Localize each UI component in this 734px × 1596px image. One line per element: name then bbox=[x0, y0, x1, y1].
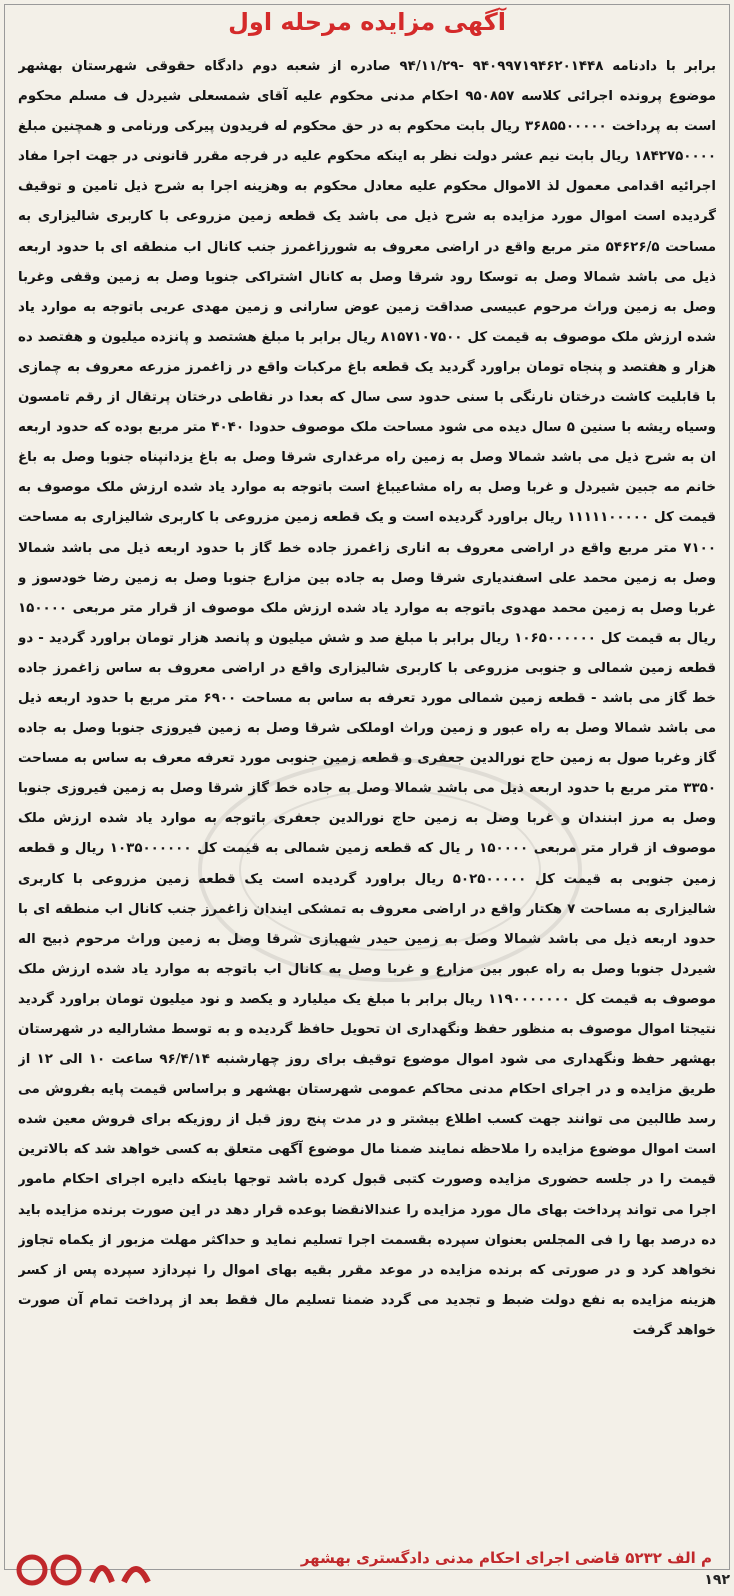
notice-title: آگهی مزایده مرحله اول bbox=[228, 8, 506, 36]
ink-marks-decoration bbox=[14, 1548, 254, 1592]
notice-body: برابر با دادنامه ۹۴۰۹۹۷۱۹۴۶۲۰۱۴۴۸ -۹۴/۱۱/۲۹ صادره از شعبه دوم دادگاه حقوقی شهرستان بهشهر موضوع پرونده اجرائی کلاسه ۹۵۰۸۵۷ احکام مدنی محکوم علیه آقای شمسعلی شیردل ف مسلم محکوم است به پرداخت ۳۶۸۵۵۰۰۰۰۰ ریال بابت محکوم به در حق محکوم له فریدون پیرکی ورنامی و همچنین مبلغ ۱۸۴۲۷۵۰۰۰۰ ریال بابت نیم عشر دولت نظر به اینکه محکوم علیه در فرجه مقرر قانونی در جهت اجرا مفاد اجرائیه اقدامی معمول لذ الاموال محکوم علیه معادل محکوم به وهزینه اجرا به شرح ذیل تامین و توقیف گردیده است اموال مورد مزایده به شرح ذیل می باشد یک قطعه زمین مزروعی با کاربری شالیزاری به مساحت ۵۴۶۲۶/۵ متر مربع واقع در اراضی معروف به شورزاغمرز جنب کانال اب منطقه ای با حدود اربعه ذیل می باشد شمالا وصل به توسکا رود شرقا وصل به کانال اشتراکی جنوبا وصل به زمین وقفی وغربا وصل به زمین وراث مرحوم عبیسی صداقت زمین عوض سارانی و زمین مهدی عربی باتوجه به موارد یاد شده ارزش ملک موصوف به قیمت کل ۸۱۵۷۱۰۷۵۰۰ ریال برابر با مبلغ هشتصد و پانزده میلیون و هفتصد ده هزار و هفتصد و پنجاه تومان براورد گردید یک قطعه باغ مرکبات واقع در زاغمرز مزرعه معروف به چمازی با قابلیت کاشت درختان نارنگی با سنی حدود سی سال که بعدا در نقاطی درختان پرتقال از رقم تامسون وسیاه ریشه با سنین ۵ سال دیده می شود مساحت ملک موصوف حدودا ۴۰۴۰ متر مربع بوده که حدود اربعه ان به شرح ذیل می باشد شمالا وصل به زمین راه مرغداری شرقا وصل به باغ یزدانپناه جنوبا وصل به باغ خانم مه جبین شیردل و غربا وصل به راه مشاعیباغ است باتوجه به موارد یاد شده ارزش ملک موصوف به قیمت کل ۱۱۱۱۱۰۰۰۰۰ ریال براورد گردیده است و یک قطعه زمین مزروعی با کاربری شالیزاری به مساحت ۷۱۰۰ متر مربع واقع در اراضی معروف به اناری زاغمرز جاده خط گاز با حدود اربعه ذیل می باشد شمالا وصل به زمین محمد علی اسفندیاری شرقا وصل به جاده بین مزارع جنوبا وصل به زمین رضا خودسوز و غربا وصل به زمین محمد مهدوی باتوجه به موارد یاد شده ارزش ملک موصوف از قرار متر مربعی ۱۵۰۰۰۰ ریال به قیمت کل ۱۰۶۵۰۰۰۰۰۰ ریال برابر با مبلغ صد و شش میلیون و پانصد هزار تومان براورد گردید - دو قطعه زمین شمالی و جنوبی مزروعی با کاربری شالیزاری واقع در اراضی معروف به ساس زاغمرز جاده خط گاز می باشد - قطعه زمین شمالی مورد تعرفه به ساس به مساحت ۶۹۰۰ متر مربع با حدود اربعه ذیل می باشد شمالا وصل به راه عبور و زمین وراث اوملکی شرقا وصل به زمین فیروزی جنوبا وصل به جاده گاز وغربا صول به زمین حاج نورالدین جعفری و قطعه زمین جنوبی مورد تعرفه معرف به ساس به مساحت ۳۳۵۰ متر مربع با حدود اربعه ذیل می باشد شمالا وصل به جاده خط گاز شرقا وصل به زمین فیروزی جنوبا وصل به مرز ابنندان و غربا وصل به زمین حاج نورالدین جعفری باتوجه به موارد یاد شده ارزش ملک موصوف از قرار متر مربعی ۱۵۰۰۰۰ ر یال که قطعه زمین شمالی به قیمت کل ۱۰۳۵۰۰۰۰۰۰ ریال و قطعه زمین جنوبی به قیمت کل ۵۰۲۵۰۰۰۰۰ ریال براورد گردیده است یک قطعه زمین مزروعی با کاربری شالیزاری به مساحت ۷ هکتار واقع در اراضی معروف به تمشکی ایندان زاغمرز جنب کانال اب منطقه ای با حدود اربعه ذیل می باشد شمالا وصل به زمین حیدر شهبازی شرقا وصل به زمین وراث مرحوم ذبیح اله شیردل جنوبا وصل به راه عبور بین مزارع و غربا وصل به کانال اب باتوجه به موارد یاد شده ارزش ملک موصوف به قیمت کل ۱۱۹۰۰۰۰۰۰۰ ریال برابر با مبلغ یک میلیارد و یکصد و نود میلیون تومان براورد گردید نتیجتا اموال موصوف به منظور حفظ ونگهداری ان تحویل حافظ گردیده و به توسط مشارالیه در شهرستان بهشهر حفظ ونگهداری می شود اموال موضوع توقیف برای روز چهارشنبه ۹۶/۴/۱۴ ساعت ۱۰ الی ۱۲ از طریق مزایده و در اجرای احکام مدنی محاکم عمومی شهرستان بهشهر و براساس قیمت پایه بفروش می رسد طالبین می توانند جهت کسب اطلاع بیشتر و در مدت پنج روز قبل از روزیکه برای فروش معین شده است اموال موضوع مزایده را ملاحظه نمایند ضمنا مال موضوع آگهی متعلق به کسی خواهد شد که بالاترین قیمت را در جلسه حضوری مزایده وصورت کتبی قبول کرده باشد توجها باینکه دایره اجرای احکام مامور اجرا می تواند پرداخت بهای مال مورد مزایده را عندالانقضا بوعده قرار دهد در این صورت برنده مزایده باید ده درصد بها را فی المجلس بعنوان سپرده بقسمت اجرا تسلیم نماید و حداکثر مهلت مزبور از یکماه تجاوز نخواهد کرد و در صورتی که برنده مزایده در موعد مقرر بقیه بهای اموال را نپردازد سپرده پس از کسر هزینه مزایده به نفع دولت ضبط و تجدید می گردد ضمنا تسلیم مال فقط بعد از پرداخت تمام آن صورت خواهد گرفت bbox=[18, 59, 716, 1338]
watermark-stamp bbox=[180, 740, 600, 1000]
signature-line: م الف ۵۲۳۲ قاضی اجرای احکام مدنی دادگستری بهشهر bbox=[300, 1549, 712, 1567]
page-number: ۱۹۲ bbox=[704, 1572, 730, 1588]
